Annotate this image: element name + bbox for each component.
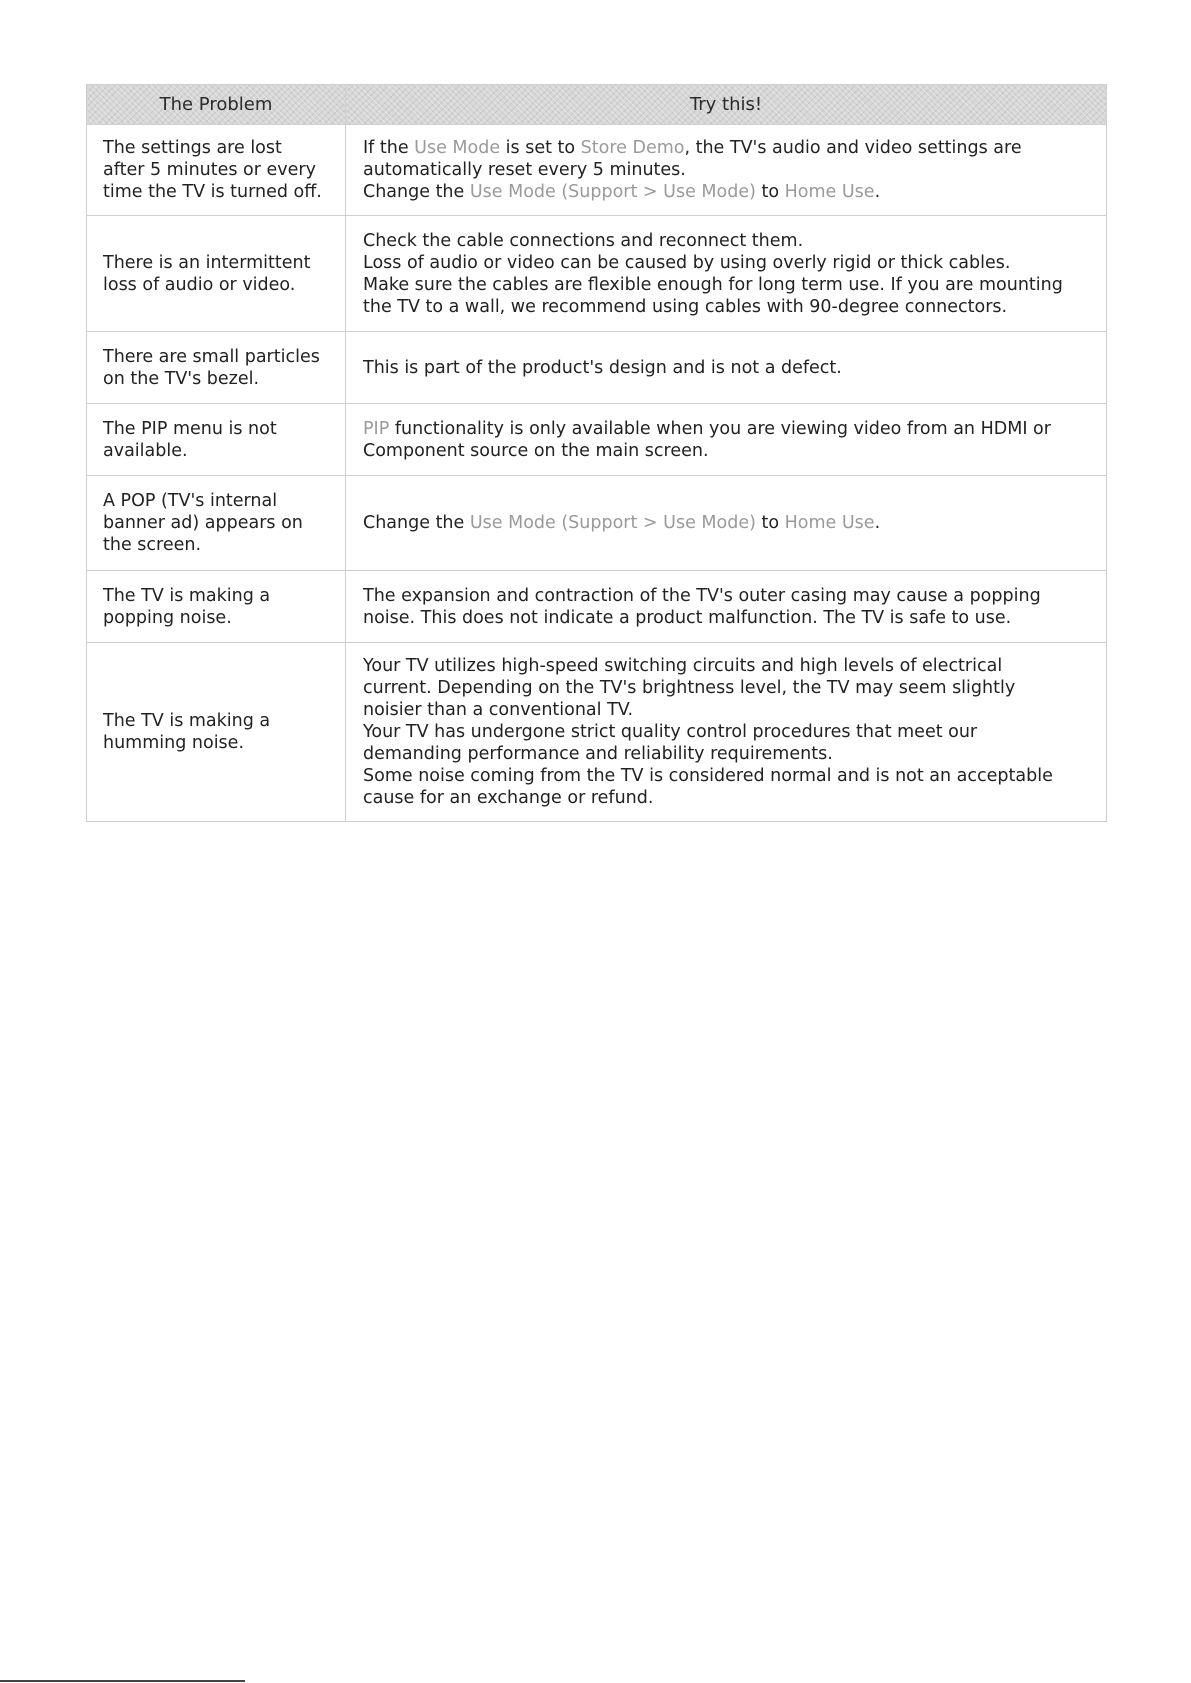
solution-cell — [346, 332, 1107, 404]
problem-text-line: The settings are lost — [103, 138, 282, 158]
solution-text-line — [363, 677, 1094, 699]
solution-text-segment: is set to — [500, 138, 581, 158]
menu-path-highlight: Store Demo — [580, 138, 685, 158]
solution-text-line — [363, 655, 1094, 677]
menu-path-highlight: Use Mode — [414, 138, 501, 158]
solution-text-segment: noisier than a conventional TV. — [363, 700, 634, 720]
solution-text-line — [363, 699, 1094, 721]
solution-text-segment: Loss of audio or video can be caused by using overly rigid or thick cables. — [363, 252, 1011, 273]
solution-text-line — [363, 252, 1094, 274]
solution-text-line — [363, 230, 1094, 252]
solution-text-segment: This is part of the product's design and is not a defect. — [363, 357, 842, 378]
problem-cell — [87, 216, 346, 332]
solution-cell — [346, 404, 1107, 476]
solution-text-segment: Your TV utilizes high-speed switching circuits and high levels of electrical — [363, 656, 1003, 676]
solution-text-segment: current. Depending on the TV's brightness level, the TV may seem slightly — [363, 678, 1016, 698]
solution-cell — [346, 643, 1107, 822]
solution-text-line — [363, 181, 1094, 203]
solution-text-segment: to — [755, 182, 785, 202]
solution-text-line — [363, 765, 1094, 787]
problem-text-line: loss of audio or video. — [103, 274, 296, 295]
table-row — [87, 571, 1107, 643]
menu-path-highlight: PIP — [363, 418, 390, 439]
solution-cell — [346, 476, 1107, 571]
solution-text-segment: . — [874, 182, 881, 202]
table-row — [87, 216, 1107, 332]
solution-text-segment: to — [755, 513, 785, 533]
problem-text-line: on the TV's bezel. — [103, 368, 260, 389]
problem-cell — [87, 332, 346, 404]
solution-cell — [346, 125, 1107, 216]
solution-text-segment: If the — [363, 138, 415, 158]
solution-text-segment: Some noise coming from the TV is considered normal and is not an acceptable — [363, 766, 1053, 786]
solution-text-line — [363, 743, 1094, 765]
table-row — [87, 643, 1107, 822]
solution-text-line — [363, 274, 1094, 296]
solution-text-segment: demanding performance and reliability requirements. — [363, 744, 833, 764]
problem-text-line: after 5 minutes or every — [103, 160, 316, 180]
solution-text-segment: Your TV has undergone strict quality control procedures that meet our — [363, 722, 978, 742]
problem-cell — [87, 643, 346, 822]
solution-text-segment: cause for an exchange or refund. — [363, 788, 654, 808]
solution-text-line — [363, 721, 1094, 743]
solution-text-line — [363, 440, 1094, 462]
solution-text-segment: noise. This does not indicate a product malfunction. The TV is safe to use. — [363, 607, 1012, 628]
problem-text-line: There are small particles — [103, 346, 320, 367]
solution-text-segment: The expansion and contraction of the TV's outer casing may cause a popping — [363, 585, 1041, 606]
solution-text-segment: . — [874, 513, 881, 533]
solution-text-line — [363, 418, 1094, 440]
solution-text-segment: automatically reset every 5 minutes. — [363, 160, 686, 180]
solution-text-line — [363, 512, 1094, 534]
solution-text-segment: Change the — [363, 182, 470, 202]
solution-text-line — [363, 607, 1094, 629]
solution-text-segment: Component source on the main screen. — [363, 440, 709, 461]
solution-text-line — [363, 137, 1094, 159]
problem-text-line: The TV is making a — [103, 585, 271, 606]
solution-text-line — [363, 585, 1094, 607]
problem-text-line: humming noise. — [103, 733, 245, 753]
menu-path-highlight: Use Mode (Support > Use Mode) — [469, 182, 756, 202]
table-row — [87, 404, 1107, 476]
problem-cell — [87, 476, 346, 571]
problem-cell — [87, 404, 346, 476]
problem-text-line: the screen. — [103, 535, 202, 555]
menu-path-highlight: Home Use — [784, 182, 875, 202]
solution-text-segment: Change the — [363, 513, 470, 533]
table-row — [87, 125, 1107, 216]
solution-text-line — [363, 296, 1094, 318]
problem-text-line: popping noise. — [103, 607, 232, 628]
table-row — [87, 332, 1107, 404]
menu-path-highlight: Home Use — [784, 513, 875, 533]
troubleshooting-table — [86, 84, 1107, 822]
solution-text-segment: Make sure the cables are flexible enough for long term use. If you are mounting — [363, 274, 1063, 295]
problem-cell — [87, 125, 346, 216]
problem-text-line: There is an intermittent — [103, 252, 311, 273]
problem-text-line: The TV is making a — [103, 711, 271, 731]
solution-text-segment: the TV to a wall, we recommend using cables with 90-degree connectors. — [363, 296, 1008, 317]
problem-text-line: available. — [103, 440, 188, 461]
solution-text-segment: , the TV's audio and video settings are — [684, 138, 1022, 158]
header-try-this: Try this! — [346, 85, 1107, 125]
solution-text-segment: Check the cable connections and reconnect them. — [363, 230, 804, 251]
solution-text-line — [363, 159, 1094, 181]
problem-cell — [87, 571, 346, 643]
table-header-row — [87, 85, 1107, 125]
solution-cell — [346, 216, 1107, 332]
solution-text-line — [363, 357, 1094, 379]
problem-text-line: A POP (TV's internal — [103, 491, 278, 511]
problem-text-line: banner ad) appears on — [103, 513, 303, 533]
solution-cell — [346, 571, 1107, 643]
problem-text-line: The PIP menu is not — [103, 418, 277, 439]
menu-path-highlight: Use Mode (Support > Use Mode) — [469, 513, 756, 533]
solution-text-line — [363, 787, 1094, 809]
table-row — [87, 476, 1107, 571]
problem-text-line: time the TV is turned off. — [103, 182, 322, 202]
header-the-problem: The Problem — [87, 85, 346, 125]
solution-text-segment: functionality is only available when you are viewing video from an HDMI or — [389, 418, 1051, 439]
footer-rule — [0, 1680, 245, 1682]
